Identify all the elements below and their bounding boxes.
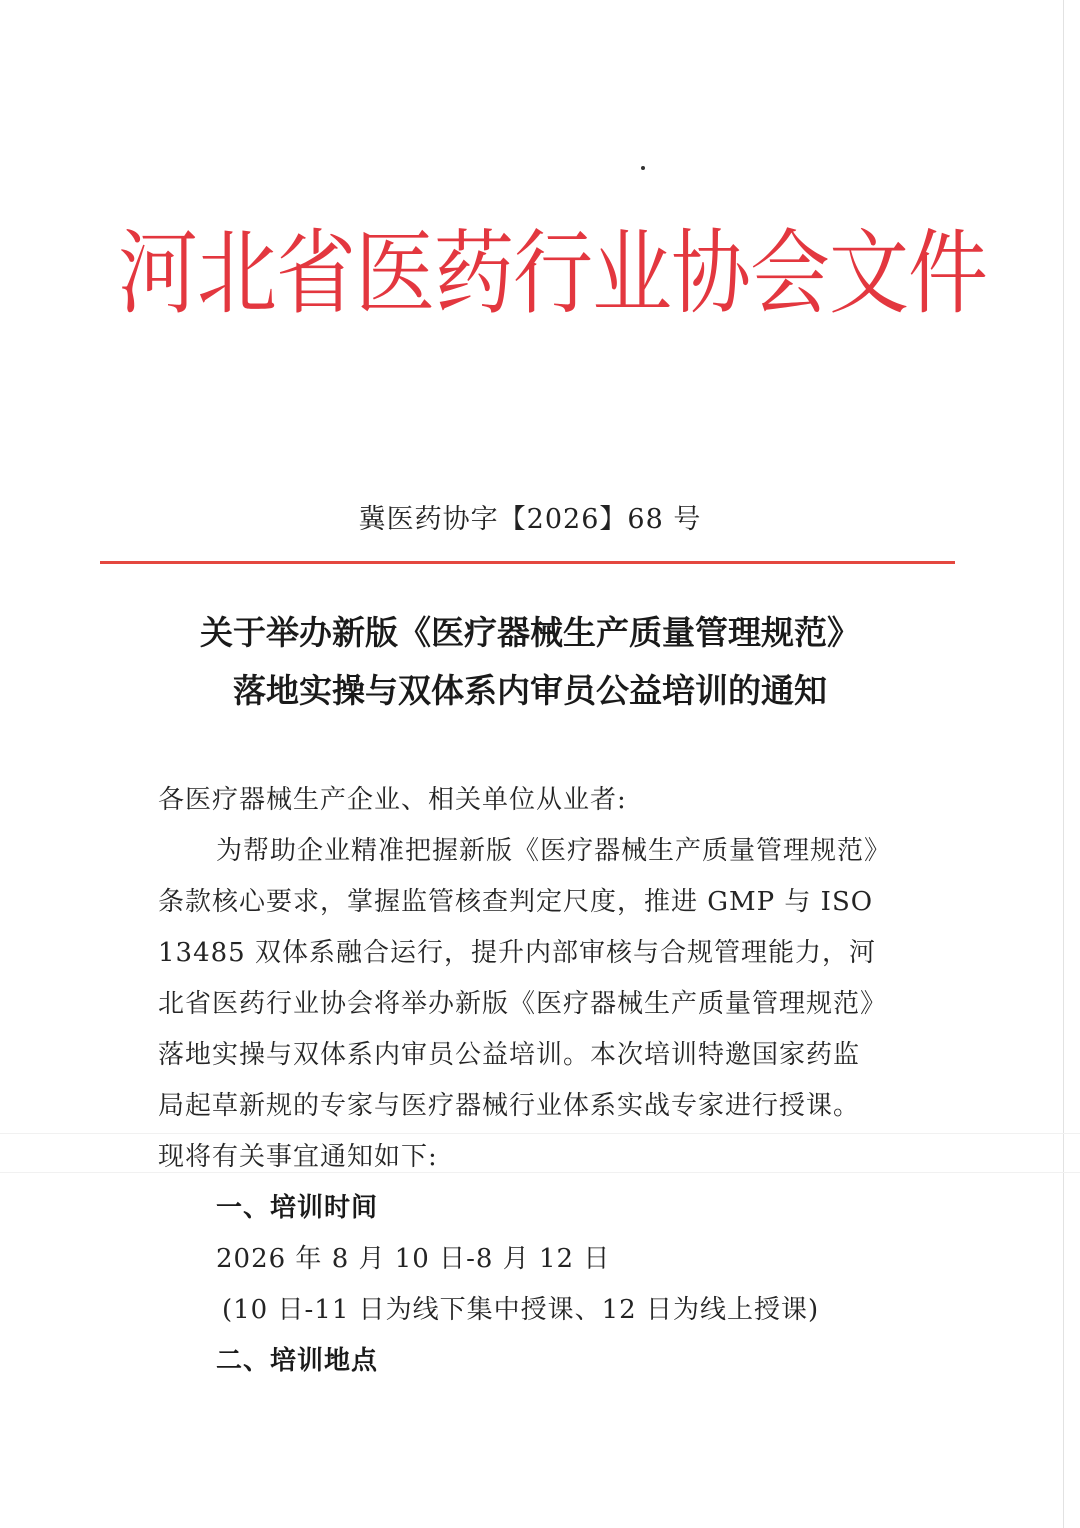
training-date-note: (10 日-11 日为线下集中授课、12 日为线上授课) [222, 1295, 820, 1325]
page-edge [1063, 0, 1064, 1528]
paragraph-line: 13485 双体系融合运行，提升内部审核与合规管理能力，河 [158, 938, 876, 968]
notice-title-line-1: 关于举办新版《医疗器械生产质量管理规范》 [200, 613, 860, 652]
dot-mark [641, 166, 645, 170]
document-body [158, 775, 928, 1387]
salutation: 各医疗器械生产企业、相关单位从业者: [158, 785, 627, 815]
document-header-title: 河北省医药行业协会文件 [118, 219, 987, 327]
paragraph-line: 局起草新规的专家与医疗器械行业体系实战专家进行授课。 [158, 1091, 861, 1121]
section-heading-training-time: 一、培训时间 [216, 1193, 379, 1223]
red-divider [100, 561, 955, 564]
document-number: 冀医药协字【2026】68 号 [358, 504, 702, 535]
notice-title [60, 604, 1000, 720]
notice-title-line-2: 落地实操与双体系内审员公益培训的通知 [233, 671, 827, 710]
paragraph-line: 落地实操与双体系内审员公益培训。本次培训特邀国家药监 [158, 1040, 861, 1070]
paragraph-line: 条款核心要求，掌握监管核查判定尺度，推进 GMP 与 ISO [158, 887, 874, 917]
section-heading-training-location: 二、培训地点 [216, 1346, 379, 1376]
paragraph-line: 现将有关事宜通知如下: [158, 1142, 438, 1172]
paragraph-line: 为帮助企业精准把握新版《医疗器械生产质量管理规范》 [216, 836, 892, 866]
paragraph-line: 北省医药行业协会将举办新版《医疗器械生产质量管理规范》 [158, 989, 888, 1019]
training-date: 2026 年 8 月 10 日-8 月 12 日 [216, 1244, 611, 1274]
